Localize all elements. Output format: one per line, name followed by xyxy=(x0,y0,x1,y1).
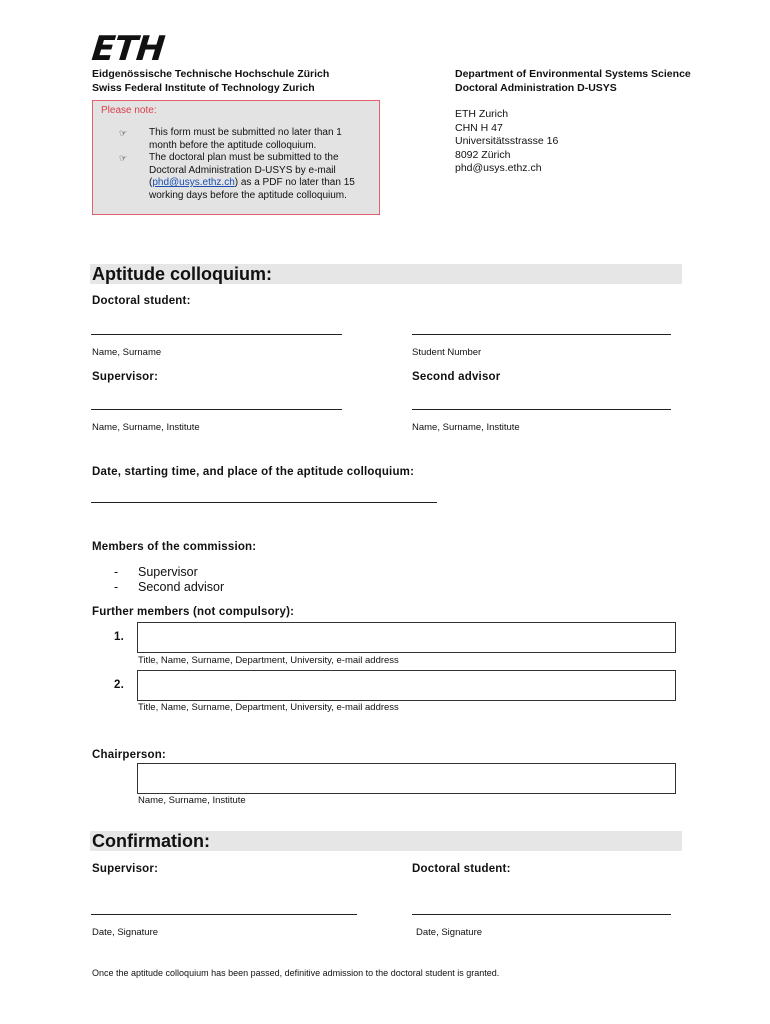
student-number-caption: Student Number xyxy=(412,347,482,358)
doctoral-student-label: Doctoral student: xyxy=(92,295,191,307)
name-surname-field[interactable] xyxy=(91,334,342,335)
note-text-part: The doctoral plan must be submitted to the Doctoral Administration D-USYS by e-mail ( xyxy=(149,152,339,188)
department-name xyxy=(455,67,691,95)
supervisor-date-signature-caption: Date, Signature xyxy=(92,927,159,938)
email-link[interactable]: phd@usys.ethz.ch xyxy=(152,177,235,188)
further-member-2-input[interactable] xyxy=(137,670,676,701)
chairperson-caption: Name, Surname, Institute xyxy=(138,795,246,806)
confirmation-student-label: Doctoral student: xyxy=(412,863,511,875)
further-member-2-caption: Title, Name, Surname, Department, University, e-mail address xyxy=(138,702,399,713)
date-place-field[interactable] xyxy=(91,502,437,503)
note-item xyxy=(119,152,359,202)
member-dash: - xyxy=(114,580,119,594)
chairperson-label: Chairperson: xyxy=(92,749,166,761)
department-line-1: Department of Environmental Systems Science xyxy=(455,68,691,80)
student-signature-field[interactable] xyxy=(412,914,671,915)
confirmation-supervisor-label: Supervisor: xyxy=(92,863,159,875)
members-label: Members of the commission: xyxy=(92,541,257,553)
second-advisor-caption: Name, Surname, Institute xyxy=(412,422,520,433)
further-member-1-caption: Title, Name, Surname, Department, University, e-mail address xyxy=(138,655,399,666)
name-surname-caption: Name, Surname xyxy=(92,347,162,358)
institution-line-2: Swiss Federal Institute of Technology Zurich xyxy=(92,82,315,94)
note-list xyxy=(119,127,359,202)
member-second-advisor: Second advisor xyxy=(138,580,225,594)
supervisor-signature-field[interactable] xyxy=(91,914,357,915)
institution-name xyxy=(92,67,329,95)
address-block xyxy=(455,108,558,176)
note-text-part: ) as a PDF no later than 15 working days before the aptitude colloquium. xyxy=(149,177,355,201)
eth-logo: ETH xyxy=(89,29,166,69)
second-advisor-field[interactable] xyxy=(412,409,671,410)
further-member-number: 2. xyxy=(114,679,124,691)
date-place-label: Date, starting time, and place of the aptitude colloquium: xyxy=(92,466,415,478)
further-member-1-input[interactable] xyxy=(137,622,676,653)
pointing-hand-icon: ☞ xyxy=(119,153,128,163)
address-line: Universitätsstrasse 16 xyxy=(455,135,559,147)
further-members-label: Further members (not compulsory): xyxy=(92,606,295,618)
pointing-hand-icon: ☞ xyxy=(119,128,128,138)
supervisor-label: Supervisor: xyxy=(92,371,159,383)
please-note-box xyxy=(92,100,380,215)
address-email: phd@usys.ethz.ch xyxy=(455,162,542,174)
institution-line-1: Eidgenössische Technische Hochschule Zürich xyxy=(92,68,330,80)
address-line: CHN H 47 xyxy=(455,121,503,134)
address-line: ETH Zurich xyxy=(455,108,509,120)
student-number-field[interactable] xyxy=(412,334,671,335)
student-date-signature-caption: Date, Signature xyxy=(416,927,483,938)
department-line-2: Doctoral Administration D-USYS xyxy=(455,82,617,94)
supervisor-caption: Name, Surname, Institute xyxy=(92,422,200,433)
note-title: Please note: xyxy=(101,105,157,116)
chairperson-input[interactable] xyxy=(137,763,676,794)
address-line: 8092 Zürich xyxy=(455,148,511,161)
second-advisor-label: Second advisor xyxy=(412,371,501,383)
footer-note: Once the aptitude colloquium has been passed, definitive admission to the doctoral student is granted. xyxy=(92,968,500,978)
supervisor-field[interactable] xyxy=(91,409,342,410)
note-text: This form must be submitted no later than 1 month before the aptitude colloquium. xyxy=(149,127,342,151)
note-text xyxy=(149,152,359,202)
section-heading-aptitude: Aptitude colloquium: xyxy=(90,264,682,284)
note-item xyxy=(119,127,359,152)
member-supervisor: Supervisor xyxy=(138,565,198,579)
section-heading-confirmation: Confirmation: xyxy=(90,831,682,851)
member-dash: - xyxy=(114,565,119,579)
further-member-number: 1. xyxy=(114,631,124,643)
